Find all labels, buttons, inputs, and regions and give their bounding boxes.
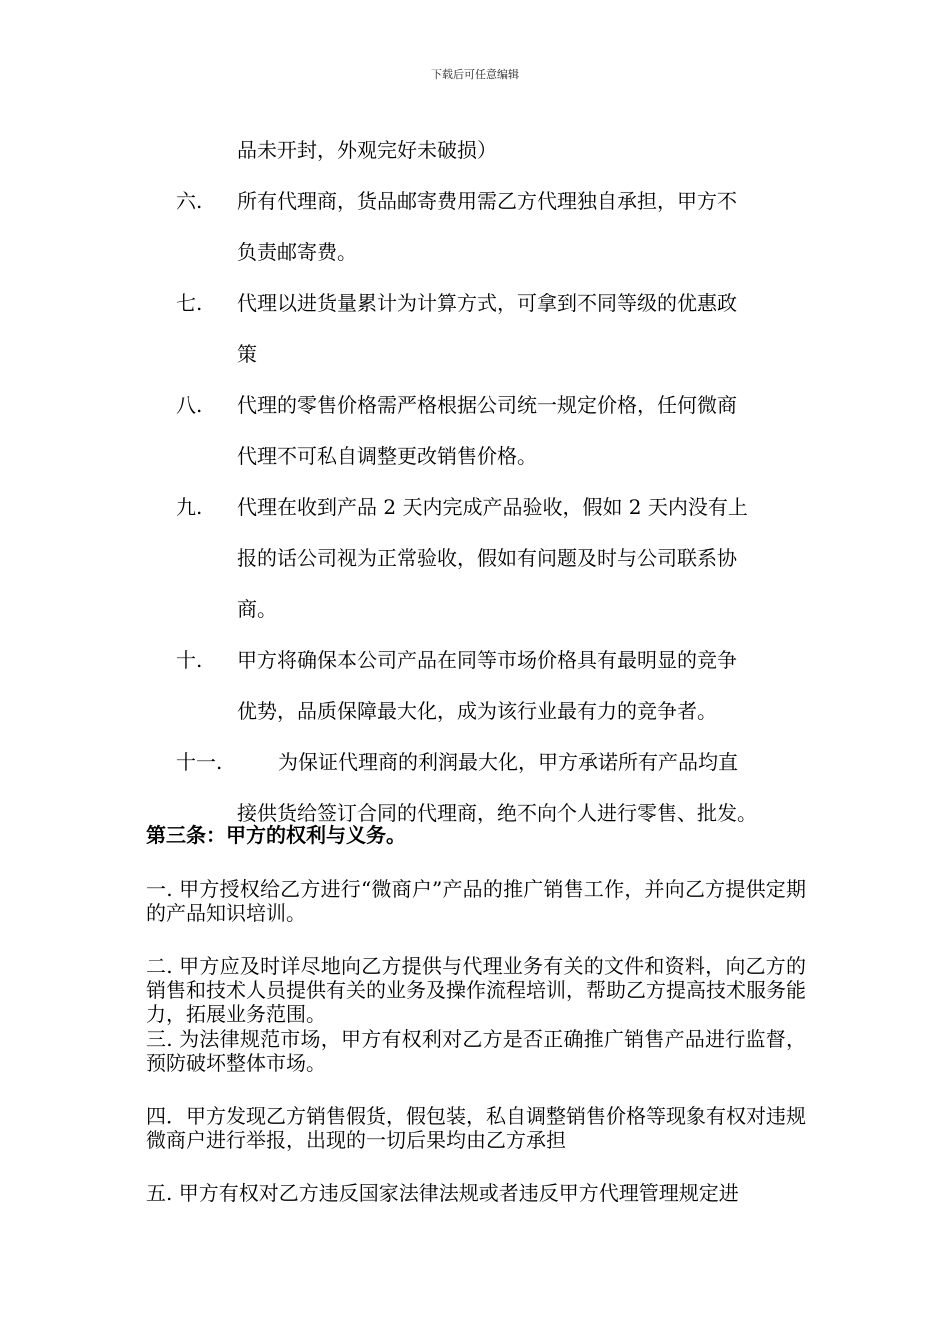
item-text-cont: 优势，品质保障最大化，成为该行业最有力的竞争者。 — [237, 699, 717, 723]
paragraph: 三. 为法律规范市场，甲方有权利对乙方是否正确推广销售产品进行监督，预防破坏整体市场。 — [146, 1027, 806, 1075]
item-text-cont: 商。 — [237, 597, 277, 621]
item-text-cont: 代理不可私自调整更改销售价格。 — [237, 444, 537, 468]
item-text: 代理的零售价格需严格根据公司统一规定价格，任何微商 — [237, 393, 737, 417]
page-header: 下载后可任意编辑 — [431, 68, 519, 81]
item-text: 为保证代理商的利润最大化，甲方承诺所有产品均直 — [278, 750, 738, 774]
paragraph: 二. 甲方应及时详尽地向乙方提供与代理业务有关的文件和资料，向乙方的销售和技术人员提供有关的业务及操作流程培训，帮助乙方提高技术服务能力，拓展业务范围。 — [146, 954, 806, 1026]
item-number: 十. — [176, 648, 203, 672]
item-number: 七. — [176, 291, 203, 315]
item-number: 十一. — [176, 750, 223, 774]
paragraph: 一. 甲方授权给乙方进行“微商户”产品的推广销售工作，并向乙方提供定期的产品知识培训。 — [146, 877, 806, 925]
item-number: 九. — [176, 495, 203, 519]
item-text-cont: 策 — [237, 342, 257, 366]
item-text-cont: 负责邮寄费。 — [237, 240, 357, 264]
item-number: 八. — [176, 393, 203, 417]
paragraph: 五. 甲方有权对乙方违反国家法律法规或者违反甲方代理管理规定进 — [146, 1181, 739, 1205]
item-text: 所有代理商，货品邮寄费用需乙方代理独自承担，甲方不 — [237, 189, 737, 213]
item-text: 代理在收到产品 2 天内完成产品验收，假如 2 天内没有上 — [237, 495, 748, 519]
item-text-cont: 接供货给签订合同的代理商，绝不向个人进行零售、批发。 — [237, 801, 757, 825]
item-text: 代理以进货量累计为计算方式，可拿到不同等级的优惠政 — [237, 291, 737, 315]
continuation-line: 品未开封，外观完好未破损） — [237, 138, 497, 162]
item-text: 甲方将确保本公司产品在同等市场价格具有最明显的竞争 — [237, 648, 737, 672]
paragraph: 四．甲方发现乙方销售假货，假包装，私自调整销售价格等现象有权对违规微商户进行举报，出现的一切后果均由乙方承担 — [146, 1104, 806, 1152]
item-text-cont: 报的话公司视为正常验收，假如有问题及时与公司联系协 — [237, 546, 737, 570]
section-title: 第三条：甲方的权利与义务。 — [146, 823, 406, 847]
item-number: 六. — [176, 189, 203, 213]
